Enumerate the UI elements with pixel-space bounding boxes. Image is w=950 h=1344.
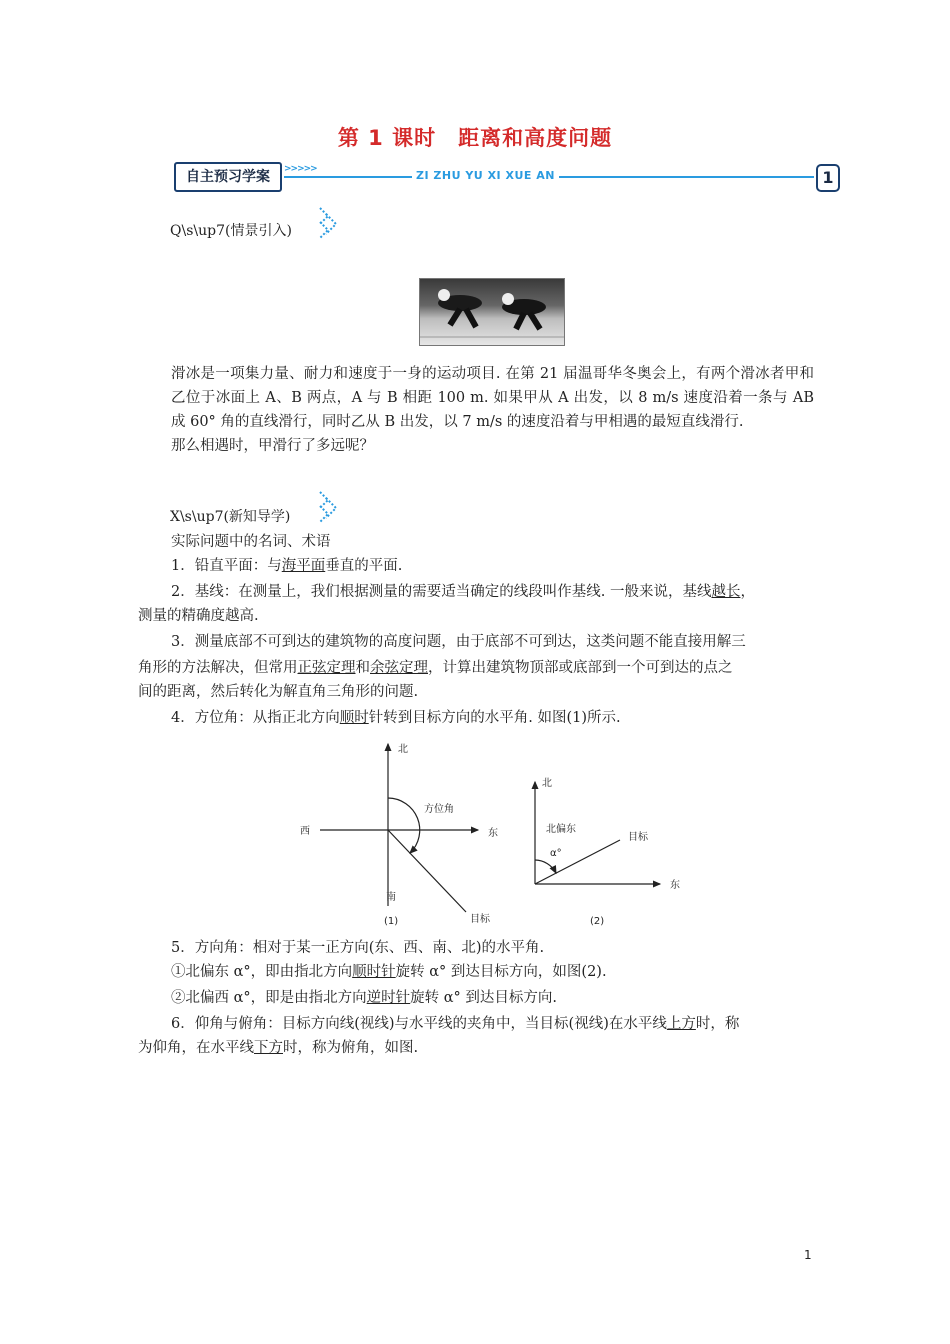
answer-blank: 下方 xyxy=(254,1040,283,1056)
answer-blank: 余弦定理 xyxy=(370,660,428,676)
answer-blank: 顺时 xyxy=(339,710,369,726)
fig2-target: 目标 xyxy=(628,832,648,843)
section-banner xyxy=(172,158,842,194)
item-4: 4．方位角：从指正北方向顺时针转到目标方向的水平角. 如图(1)所示. xyxy=(171,710,621,726)
figure-2 xyxy=(535,777,680,927)
intro-paragraph xyxy=(138,362,814,458)
section-label-new-knowledge: X\s\up7(新知导学) xyxy=(170,509,291,525)
item-2: 2．基线：在测量上，我们根据测量的需要适当确定的线段叫作基线. 一般来说，基线越长， xyxy=(171,584,755,600)
answer-blank: 海平面 xyxy=(281,558,326,574)
answer-blank: 越长 xyxy=(711,584,741,600)
fig1-west: 西 xyxy=(300,826,310,837)
banner-label: 自主预习学案 xyxy=(174,162,282,192)
item-5-1: ①北偏东 α°，即由指北方向顺时针旋转 α° 到达目标方向，如图(2). xyxy=(171,964,607,980)
answer-blank: 正弦定理 xyxy=(297,660,356,676)
fig1-target: 目标 xyxy=(470,914,490,925)
section-label-scene: Q\s\up7(情景引入) xyxy=(170,223,292,239)
banner-pinyin: ZI ZHU YU XI XUE AN xyxy=(412,169,559,182)
fig2-alpha: α° xyxy=(550,848,562,859)
item-6-cont: 为仰角，在水平线下方时，称为俯角，如图. xyxy=(138,1040,419,1056)
item-3-cont2: 间的距离，然后转化为解直角三角形的问题. xyxy=(138,684,419,700)
item-3: 3．测量底部不可到达的建筑物的高度问题，由于底部不可到达，这类问题不能直接用解三 xyxy=(171,634,746,650)
page-title: 第 1 课时 距离和高度问题 xyxy=(337,126,613,150)
bearing-figures xyxy=(290,736,690,932)
page-number: 1 xyxy=(804,1248,812,1262)
skating-photo xyxy=(419,278,565,346)
fig1-north: 北 xyxy=(398,744,408,755)
item-2-cont: 测量的精确度越高. xyxy=(138,608,259,624)
item-6: 6．仰角与俯角：目标方向线(视线)与水平线的夹角中，当目标(视线)在水平线上方时，称 xyxy=(171,1016,740,1032)
fig1-south: 南 xyxy=(386,892,396,903)
item-3-cont: 角形的方法解决，但常用正弦定理和余弦定理，计算出建筑物顶部或底部到一个可到达的点之 xyxy=(138,660,733,676)
fig2-caption: (2) xyxy=(590,916,605,927)
figure-1 xyxy=(300,743,498,927)
item-5-2: ②北偏西 α°，即是由指北方向逆时针旋转 α° 到达目标方向. xyxy=(171,990,558,1006)
fig1-angle-label: 方位角 xyxy=(424,804,454,815)
answer-blank: 顺时针 xyxy=(352,964,396,980)
item-1: 1．铅直平面：与海平面垂直的平面. xyxy=(171,558,403,574)
banner-number: 1 xyxy=(816,164,840,192)
intro-text: 滑冰是一项集力量、耐力和速度于一身的运动项目. 在第 21 届温哥华冬奥会上，有两个滑冰者甲和乙位于冰面上 A、B 两点，A 与 B 相距 100 m. 如果甲从 A 出发，以 8 m/s 速度沿着一条与 AB 成 60° 角的直线滑行，同时乙从 B 出发，以 7 m/s 的速度沿着与甲相遇的最短直线滑行. xyxy=(171,366,814,430)
fig2-north: 北 xyxy=(542,778,552,789)
fig2-label: 北偏东 xyxy=(546,824,576,835)
terms-heading: 实际问题中的名词、术语 xyxy=(171,534,331,550)
fig1-caption: (1) xyxy=(384,916,399,927)
intro-question: 那么相遇时，甲滑行了多远呢？ xyxy=(171,438,374,454)
banner-arrows: >>>>> xyxy=(284,164,317,174)
fig2-east: 东 xyxy=(670,880,680,891)
answer-blank: 上方 xyxy=(666,1016,696,1032)
chevron-right-icon xyxy=(318,490,340,524)
item-5: 5．方向角：相对于某一正方向(东、西、南、北)的水平角. xyxy=(171,940,545,956)
fig1-east: 东 xyxy=(488,828,498,839)
chevron-right-icon xyxy=(318,206,340,240)
answer-blank: 逆时针 xyxy=(366,990,411,1006)
